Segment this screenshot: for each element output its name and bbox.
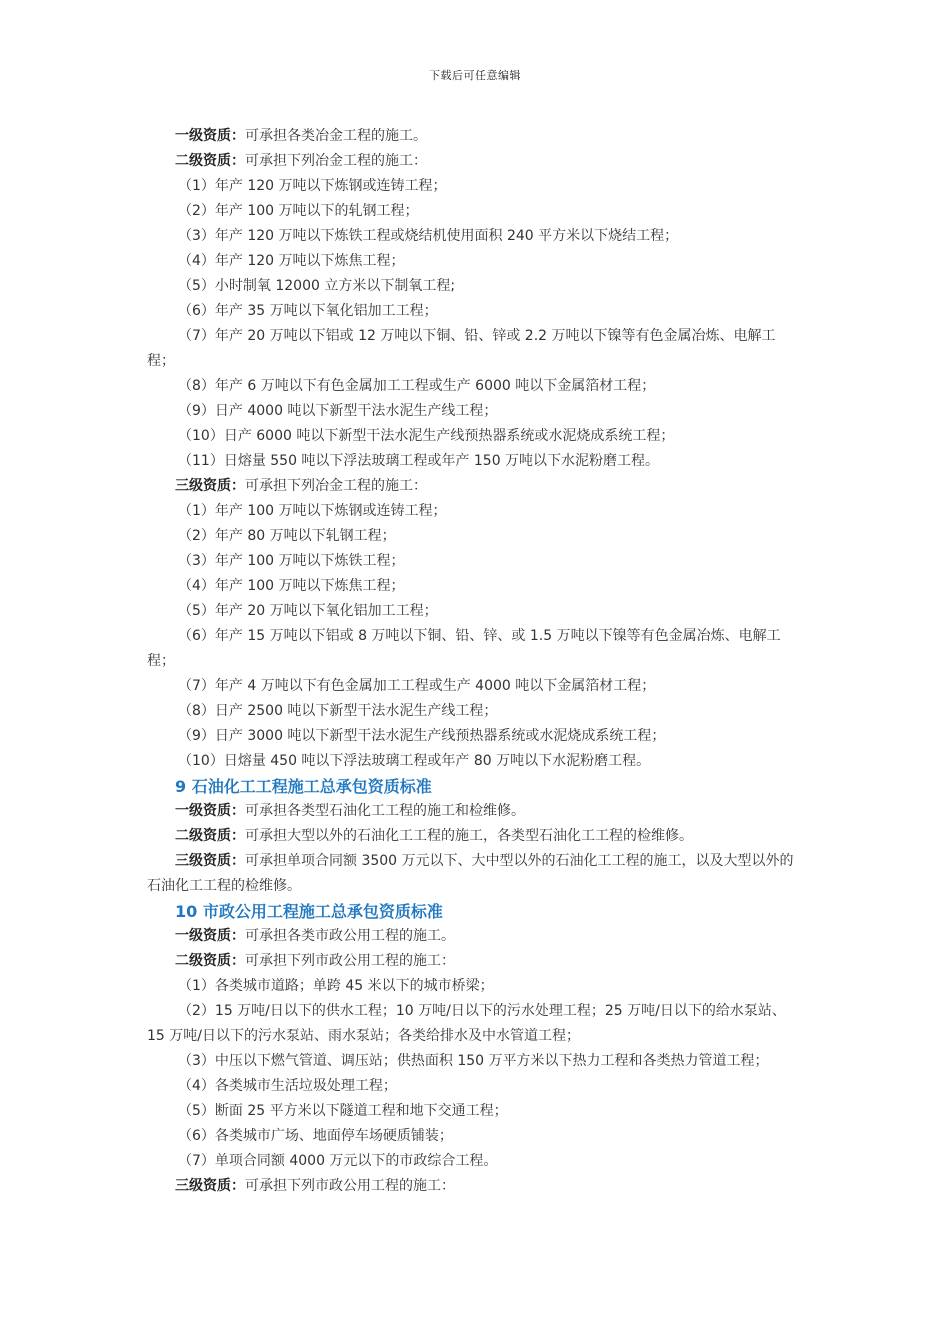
- grade-label: 一级资质：: [175, 803, 245, 819]
- grade-text: 可承担下列冶金工程的施工：: [245, 478, 427, 494]
- page-header: 下载后可任意编辑: [429, 69, 521, 82]
- grade-label: 二级资质：: [175, 828, 245, 844]
- grade-label: 三级资质：: [175, 478, 245, 494]
- list-item: （5）小时制氧 12000 立方米以下制氧工程;: [178, 278, 456, 294]
- section-heading: 10 市政公用工程施工总承包资质标准: [175, 902, 443, 921]
- document-body: [147, 124, 797, 1199]
- grade-text: 可承担各类型石油化工工程的施工和检维修。: [245, 803, 525, 819]
- grade-label: 三级资质：: [175, 853, 245, 869]
- list-item: （7）年产 20 万吨以下铝或 12 万吨以下铜、铅、锌或 2.2 万吨以下镍等有色金属冶炼、电解工程；: [147, 328, 776, 369]
- list-item: （10）日产 6000 吨以下新型干法水泥生产线预热器系统或水泥烧成系统工程；: [178, 428, 675, 444]
- list-item: （4）各类城市生活垃圾处理工程；: [178, 1078, 397, 1094]
- list-item: （4）年产 100 万吨以下炼焦工程；: [178, 578, 405, 594]
- grade-text: 可承担各类冶金工程的施工。: [245, 128, 427, 144]
- grade-text: 可承担各类市政公用工程的施工。: [245, 928, 455, 944]
- list-item: （3）年产 100 万吨以下炼铁工程；: [178, 553, 405, 569]
- section-heading: 9 石油化工工程施工总承包资质标准: [175, 777, 432, 796]
- list-item: （6）各类城市广场、地面停车场硬质铺装；: [178, 1128, 453, 1144]
- list-item: （4）年产 120 万吨以下炼焦工程；: [178, 253, 405, 269]
- list-item: （8）年产 6 万吨以下有色金属加工工程或生产 6000 吨以下金属箔材工程；: [178, 378, 656, 394]
- list-item: （1）年产 100 万吨以下炼钢或连铸工程；: [178, 503, 447, 519]
- list-item: （2）15 万吨/日以下的供水工程；10 万吨/日以下的污水处理工程；25 万吨/日以下的给水泵站、15 万吨/日以下的污水泵站、雨水泵站；各类给排水及中水管道工程；: [147, 1003, 786, 1044]
- list-item: （2）年产 80 万吨以下轧钢工程；: [178, 528, 396, 544]
- grade-label: 一级资质：: [175, 128, 245, 144]
- list-item: （7）单项合同额 4000 万元以下的市政综合工程。: [178, 1153, 498, 1169]
- s10-grade2: [147, 949, 797, 974]
- list-item: （3）中压以下燃气管道、调压站；供热面积 150 万平方米以下热力工程和各类热力管道工程；: [178, 1053, 769, 1069]
- s10-grade3: [147, 1174, 797, 1199]
- grade-label: 二级资质：: [175, 953, 245, 969]
- grade-text: 可承担下列市政公用工程的施工：: [245, 1178, 455, 1194]
- list-item: （2）年产 100 万吨以下的轧钢工程；: [178, 203, 419, 219]
- list-item: （9）日产 3000 吨以下新型干法水泥生产线预热器系统或水泥烧成系统工程；: [178, 728, 666, 744]
- s9-grade3: [147, 849, 797, 899]
- list-item: （1）各类城市道路；单跨 45 米以下的城市桥梁；: [178, 978, 494, 994]
- grade-text: 可承担单项合同额 3500 万元以下、大中型以外的石油化工工程的施工，以及大型以外的石油化工工程的检维修。: [147, 853, 794, 894]
- s8-grade3: [147, 474, 797, 499]
- list-item: （11）日熔量 550 吨以下浮法玻璃工程或年产 150 万吨以下水泥粉磨工程。: [178, 453, 660, 469]
- grade-text: 可承担下列市政公用工程的施工：: [245, 953, 455, 969]
- list-item: （7）年产 4 万吨以下有色金属加工工程或生产 4000 吨以下金属箔材工程；: [178, 678, 656, 694]
- s9-grade1: [147, 799, 797, 824]
- grade-label: 三级资质：: [175, 1178, 245, 1194]
- s8-grade1: [147, 124, 797, 149]
- list-item: （8）日产 2500 吨以下新型干法水泥生产线工程；: [178, 703, 498, 719]
- list-item: （10）日熔量 450 吨以下浮法玻璃工程或年产 80 万吨以下水泥粉磨工程。: [178, 753, 651, 769]
- s10-grade1: [147, 924, 797, 949]
- list-item: （5）断面 25 平方米以下隧道工程和地下交通工程；: [178, 1103, 508, 1119]
- list-item: （6）年产 35 万吨以下氧化铝加工工程；: [178, 303, 438, 319]
- list-item: （5）年产 20 万吨以下氧化铝加工工程；: [178, 603, 438, 619]
- list-item: （6）年产 15 万吨以下铝或 8 万吨以下铜、铅、锌、或 1.5 万吨以下镍等有色金属冶炼、电解工程；: [147, 628, 781, 669]
- list-item: （9）日产 4000 吨以下新型干法水泥生产线工程；: [178, 403, 498, 419]
- list-item: （3）年产 120 万吨以下炼铁工程或烧结机使用面积 240 平方米以下烧结工程；: [178, 228, 679, 244]
- grade-label: 一级资质：: [175, 928, 245, 944]
- s8-grade2: [147, 149, 797, 174]
- grade-label: 二级资质：: [175, 153, 245, 169]
- grade-text: 可承担下列冶金工程的施工：: [245, 153, 427, 169]
- list-item: （1）年产 120 万吨以下炼钢或连铸工程；: [178, 178, 447, 194]
- s9-grade2: [147, 824, 797, 849]
- grade-text: 可承担大型以外的石油化工工程的施工，各类型石油化工工程的检维修。: [245, 828, 693, 844]
